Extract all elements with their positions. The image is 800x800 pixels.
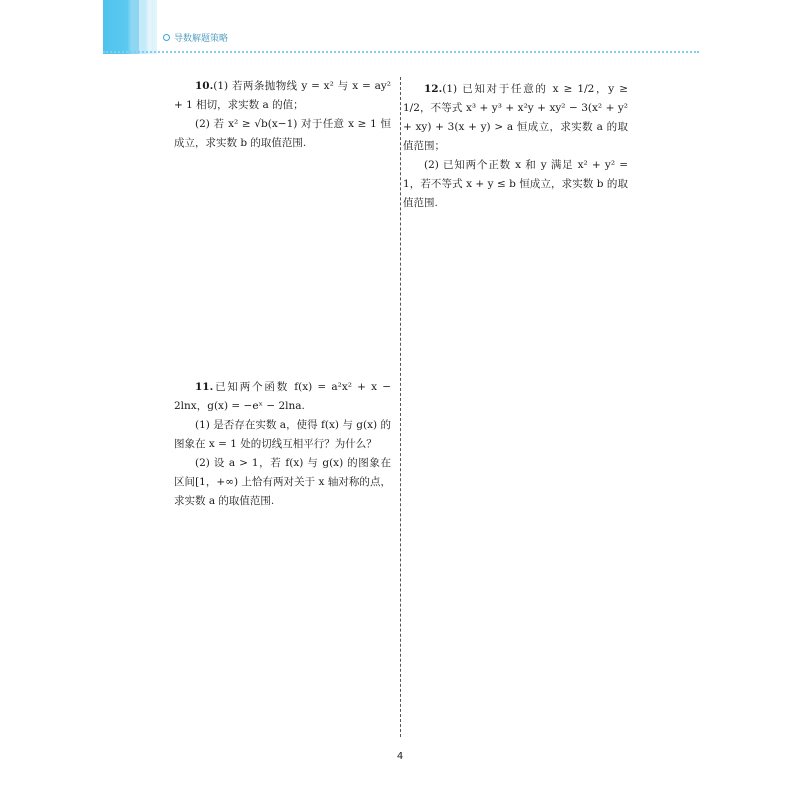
problem-number: 12. bbox=[424, 83, 443, 95]
problem-text: (1) 已知对于任意的 x ≥ 1/2，y ≥ 1/2，不等式 x³ + y³ + x²y + xy² − 3(x² + y² + xy) + 3(x + y) > a 恒成立，求实数 a 的取值范围； bbox=[403, 83, 628, 152]
problem-11-part-2: (2) 设 a > 1，若 f(x) 与 g(x) 的图象在区间[1，+∞) 上恰有两对关于 x 轴对称的点，求实数 a 的取值范围. bbox=[174, 457, 391, 507]
running-header-title: 导数解题策略 bbox=[174, 34, 229, 44]
running-header bbox=[163, 31, 228, 44]
column-divider bbox=[400, 77, 401, 737]
problem-12 bbox=[403, 80, 628, 213]
problem-11-stem bbox=[174, 378, 391, 416]
problem-10-part-1 bbox=[174, 77, 391, 115]
circle-bullet-icon bbox=[163, 34, 170, 41]
header-stripe bbox=[141, 0, 146, 54]
header-dotted-rule bbox=[103, 51, 699, 53]
problem-text: 已知两个函数 f(x) = a²x² + x − 2lnx，g(x) = −eˣ − 2lna. bbox=[174, 381, 391, 412]
problem-10-part-2: (2) 若 x² ≥ √b(x−1) 对于任意 x ≥ 1 恒成立，求实数 b 的取值范围. bbox=[174, 118, 391, 149]
problem-12-part-2: (2) 已知两个正数 x 和 y 满足 x² + y² = 1，若不等式 x + y ≤ b 恒成立，求实数 b 的取值范围. bbox=[403, 159, 628, 209]
problem-number: 11. bbox=[195, 381, 214, 393]
problem-12-part-1 bbox=[403, 80, 628, 156]
problem-11 bbox=[174, 378, 391, 511]
problem-10 bbox=[174, 77, 391, 153]
header-stripe bbox=[148, 0, 152, 54]
page-number: 4 bbox=[396, 751, 404, 762]
problem-number: 10. bbox=[195, 80, 214, 92]
problem-text: (1) 若两条抛物线 y = x² 与 x = ay² + 1 相切，求实数 a 的值； bbox=[174, 80, 391, 111]
problem-11-part-1: (1) 是否存在实数 a，使得 f(x) 与 g(x) 的图象在 x = 1 处的切线互相平行？为什么？ bbox=[174, 419, 391, 450]
header-stripe bbox=[131, 0, 139, 54]
